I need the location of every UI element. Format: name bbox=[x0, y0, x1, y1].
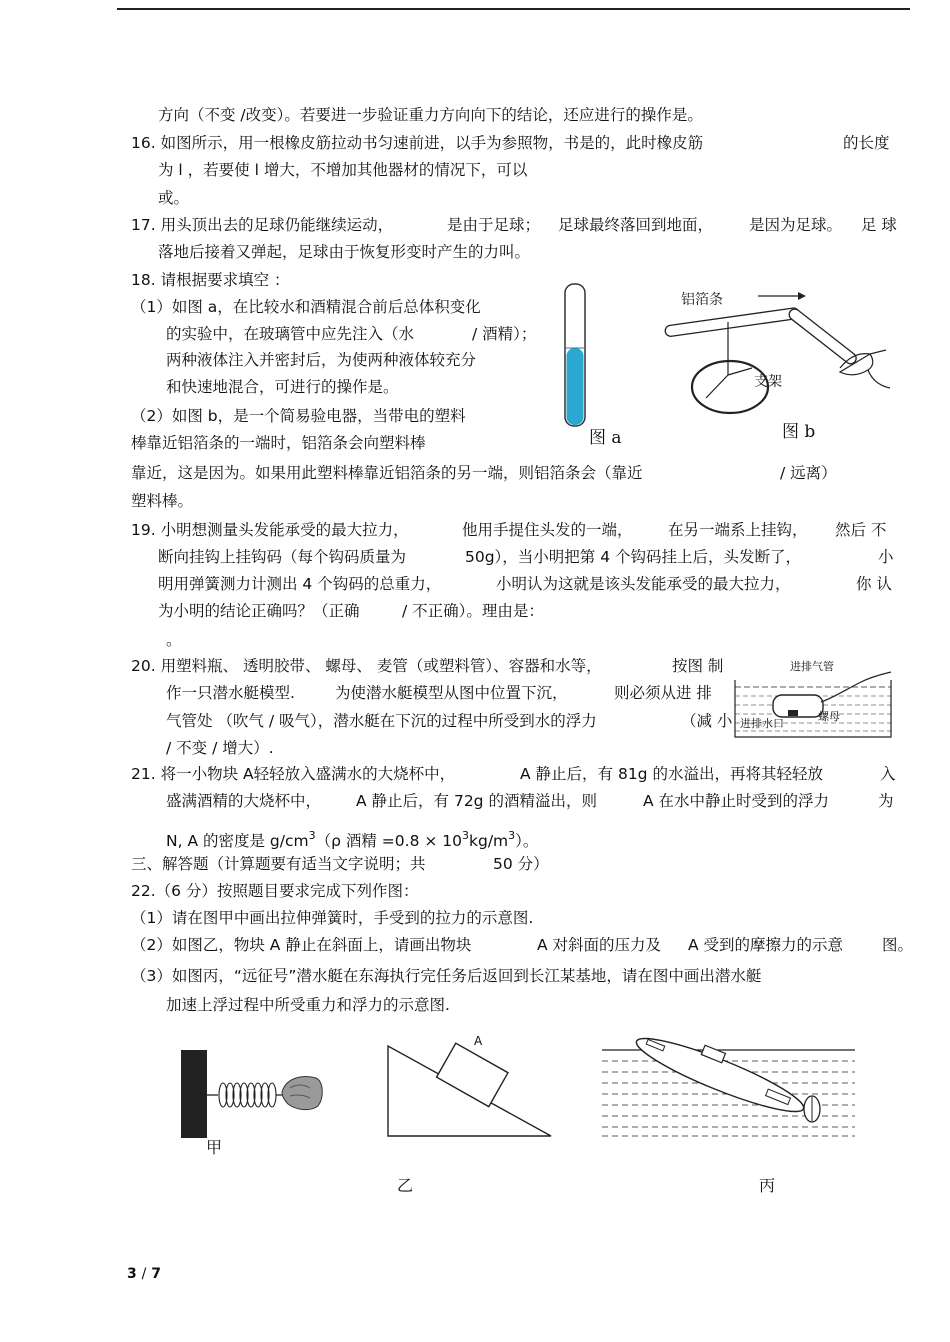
q17-line1-d: 是因为足球。 bbox=[749, 216, 843, 234]
q19-line3-b: 小明认为这就是该头发能承受的最大拉力， bbox=[496, 575, 791, 593]
q18-1-line3: 两种液体注入并密封后，为使两种液体较充分 bbox=[166, 351, 477, 369]
q16-line3: 或。 bbox=[158, 189, 190, 207]
q21-line2-c: A 在水中静止时受到的浮力 bbox=[643, 792, 830, 810]
q21-line2-a: 盛满酒精的大烧杯中， bbox=[166, 792, 322, 810]
q18-2-line3-b: / 远离） bbox=[780, 464, 837, 482]
page-footer bbox=[127, 1266, 161, 1282]
q21-line1-c: 入 bbox=[880, 765, 896, 783]
q17-line1-c: 足球最终落回到地面， bbox=[558, 216, 714, 234]
q18-1-line1: （1）如图 a，在比较水和酒精混合前后总体积变化 bbox=[131, 298, 481, 316]
q18-1-line4: 和快速地混合，可进行的操作是。 bbox=[166, 378, 399, 396]
figure-bing-label: 丙 bbox=[759, 1176, 776, 1195]
q20-line2-b: 为使潜水艇模型从图中位置下沉， bbox=[335, 684, 568, 702]
q21-line3-b: （ρ 酒精 =0.8 × 10 bbox=[315, 832, 462, 850]
q19-line4-a: 为小明的结论正确吗？（正确 bbox=[158, 602, 360, 620]
q18-1-line2-b: / 酒精）； bbox=[472, 325, 537, 343]
q21-line3 bbox=[166, 826, 538, 851]
q21-line3-c: kg/m bbox=[469, 832, 509, 850]
q17-line1-b: 是由于足球； bbox=[447, 216, 541, 234]
q17-line2: 落地后接着又弹起，足球由于恢复形变时产生的力叫。 bbox=[158, 243, 531, 261]
q18-title: 18. 请根据要求填空 ： bbox=[131, 271, 290, 289]
q21-line3-a: N, A 的密度是 g/cm bbox=[166, 832, 309, 850]
q22-2-a: （2）如图乙，物块 A 静止在斜面上，请画出物块 bbox=[131, 936, 472, 954]
q15-continuation: 方向（不变 /改变）。若要进一步验证重力方向向下的结论，还应进行的操作是。 bbox=[158, 106, 703, 124]
q20-line2-c: 则必须从进 排 bbox=[614, 684, 712, 702]
sub-nut-label: 螺母 bbox=[818, 710, 840, 723]
q19-line2-b: 50g），当小明把第 4 个钩码挂上后，头发断了， bbox=[465, 548, 802, 566]
q19-line2-c: 小 bbox=[878, 548, 894, 566]
q21-line1-b: A 静止后，有 81g 的水溢出，再将其轻轻放 bbox=[520, 765, 823, 783]
page-total: 7 bbox=[151, 1266, 161, 1282]
q20-line4: / 不变 / 增大）. bbox=[166, 739, 274, 757]
q21-line1-a: 21. 将一小物块 A轻轻放入盛满水的大烧杯中， bbox=[131, 765, 456, 783]
q18-2-line4: 塑料棒。 bbox=[131, 492, 194, 510]
figure-yi-label: 乙 bbox=[397, 1176, 414, 1195]
page-separator: / bbox=[141, 1266, 147, 1282]
q21-sup-2: 3 bbox=[462, 829, 469, 842]
figure-bing-submarine bbox=[600, 1025, 860, 1140]
figure-jia-spring bbox=[178, 1048, 328, 1143]
q22-1: （1）请在图甲中画出拉伸弹簧时，手受到的拉力的示意图. bbox=[131, 909, 534, 927]
q19-line3-c: 你 认 bbox=[856, 575, 892, 593]
q19-line1-b: 他用手提住头发的一端， bbox=[462, 521, 633, 539]
section3-heading-points: 50 分） bbox=[493, 855, 549, 873]
top-rule bbox=[117, 8, 910, 10]
block-a-label: A bbox=[474, 1034, 483, 1048]
q18-2-line3-a: 靠近，这是因为。如果用此塑料棒靠近铝箔条的另一端，则铝箔条会（靠近 bbox=[131, 464, 643, 482]
q20-line3-b: （减 小 bbox=[681, 712, 733, 730]
figure-a-tube bbox=[560, 280, 630, 445]
q18-2-line2: 棒靠近铝箔条的一端时，铝箔条会向塑料棒 bbox=[131, 434, 426, 452]
q19-line1-d: 然后 不 bbox=[835, 521, 887, 539]
section3-heading: 三、解答题（计算题要有适当文字说明；共 bbox=[131, 855, 426, 873]
q20-line1-b: 按图 制 bbox=[672, 657, 724, 675]
q22-2-b: A 对斜面的压力及 bbox=[537, 936, 662, 954]
q20-line1-a: 20. 用塑料瓶、 透明胶带、 螺母、 麦管（或塑料管）、容器和水等， bbox=[131, 657, 602, 675]
q21-line2-d: 为 bbox=[878, 792, 894, 810]
q20-line3-a: 气管处 （吹气 / 吸气），潜水艇在下沉的过程中所受到水的浮力 bbox=[166, 712, 597, 730]
stand-label: 支架 bbox=[754, 374, 782, 390]
q19-line1-a: 19. 小明想测量头发能承受的最大拉力， bbox=[131, 521, 409, 539]
q22-2-d: 图。 bbox=[882, 936, 914, 954]
q19-line3-a: 明用弹簧测力计测出 4 个钩码的总重力， bbox=[158, 575, 442, 593]
q17-line1-a: 17. 用头顶出去的足球仍能继续运动， bbox=[131, 216, 394, 234]
page-number: 3 bbox=[127, 1266, 137, 1282]
q16-line2: 为 l ，若要使 l 增大，不增加其他器材的情况下，可以 bbox=[158, 161, 528, 179]
q19-line5: 。 bbox=[166, 631, 182, 649]
figure-a-label: 图 a bbox=[589, 428, 622, 448]
q19-line2-a: 断向挂钩上挂钩码（每个钩码质量为 bbox=[158, 548, 407, 566]
q18-1-line2-a: 的实验中，在玻璃管中应先注入（水 bbox=[166, 325, 415, 343]
q22-3-line1: （3）如图丙，“远征号”潜水艇在东海执行完任务后返回到长江某基地，请在图中画出潜水艇 bbox=[131, 967, 762, 985]
foil-strip-label: 铝箔条 bbox=[681, 292, 723, 308]
q21-sup-3: 3 bbox=[508, 829, 516, 842]
q22-2-c: A 受到的摩擦力的示意 bbox=[688, 936, 844, 954]
sub-outlet-label: 进排水口 bbox=[740, 717, 784, 730]
q17-line1-e: 足 球 bbox=[861, 216, 897, 234]
q21-line2-b: A 静止后，有 72g 的酒精溢出，则 bbox=[356, 792, 597, 810]
figure-yi-incline bbox=[386, 1040, 554, 1140]
q18-2-line1: （2）如图 b，是一个简易验电器，当带电的塑料 bbox=[131, 407, 466, 425]
q19-line4-b: / 不正确）。理由是： bbox=[402, 602, 544, 620]
q20-line2-a: 作一只潜水艇模型. bbox=[166, 684, 295, 702]
q16-line1-tail: 的长度 bbox=[843, 134, 890, 152]
q22-title: 22.（6 分）按照题目要求完成下列作图： bbox=[131, 882, 419, 900]
q16-line1: 16. 如图所示，用一根橡皮筋拉动书匀速前进，以手为参照物，书是的，此时橡皮筋 bbox=[131, 134, 704, 152]
q19-line1-c: 在另一端系上挂钩， bbox=[668, 521, 808, 539]
q21-line3-d: ）。 bbox=[515, 832, 539, 850]
figure-b-label: 图 b bbox=[782, 422, 816, 442]
sub-inlet-label: 进排气管 bbox=[790, 660, 834, 673]
q22-3-line2: 加速上浮过程中所受重力和浮力的示意图. bbox=[166, 996, 450, 1014]
q21-sup-1: 3 bbox=[308, 829, 316, 842]
figure-jia-label: 甲 bbox=[206, 1138, 223, 1157]
